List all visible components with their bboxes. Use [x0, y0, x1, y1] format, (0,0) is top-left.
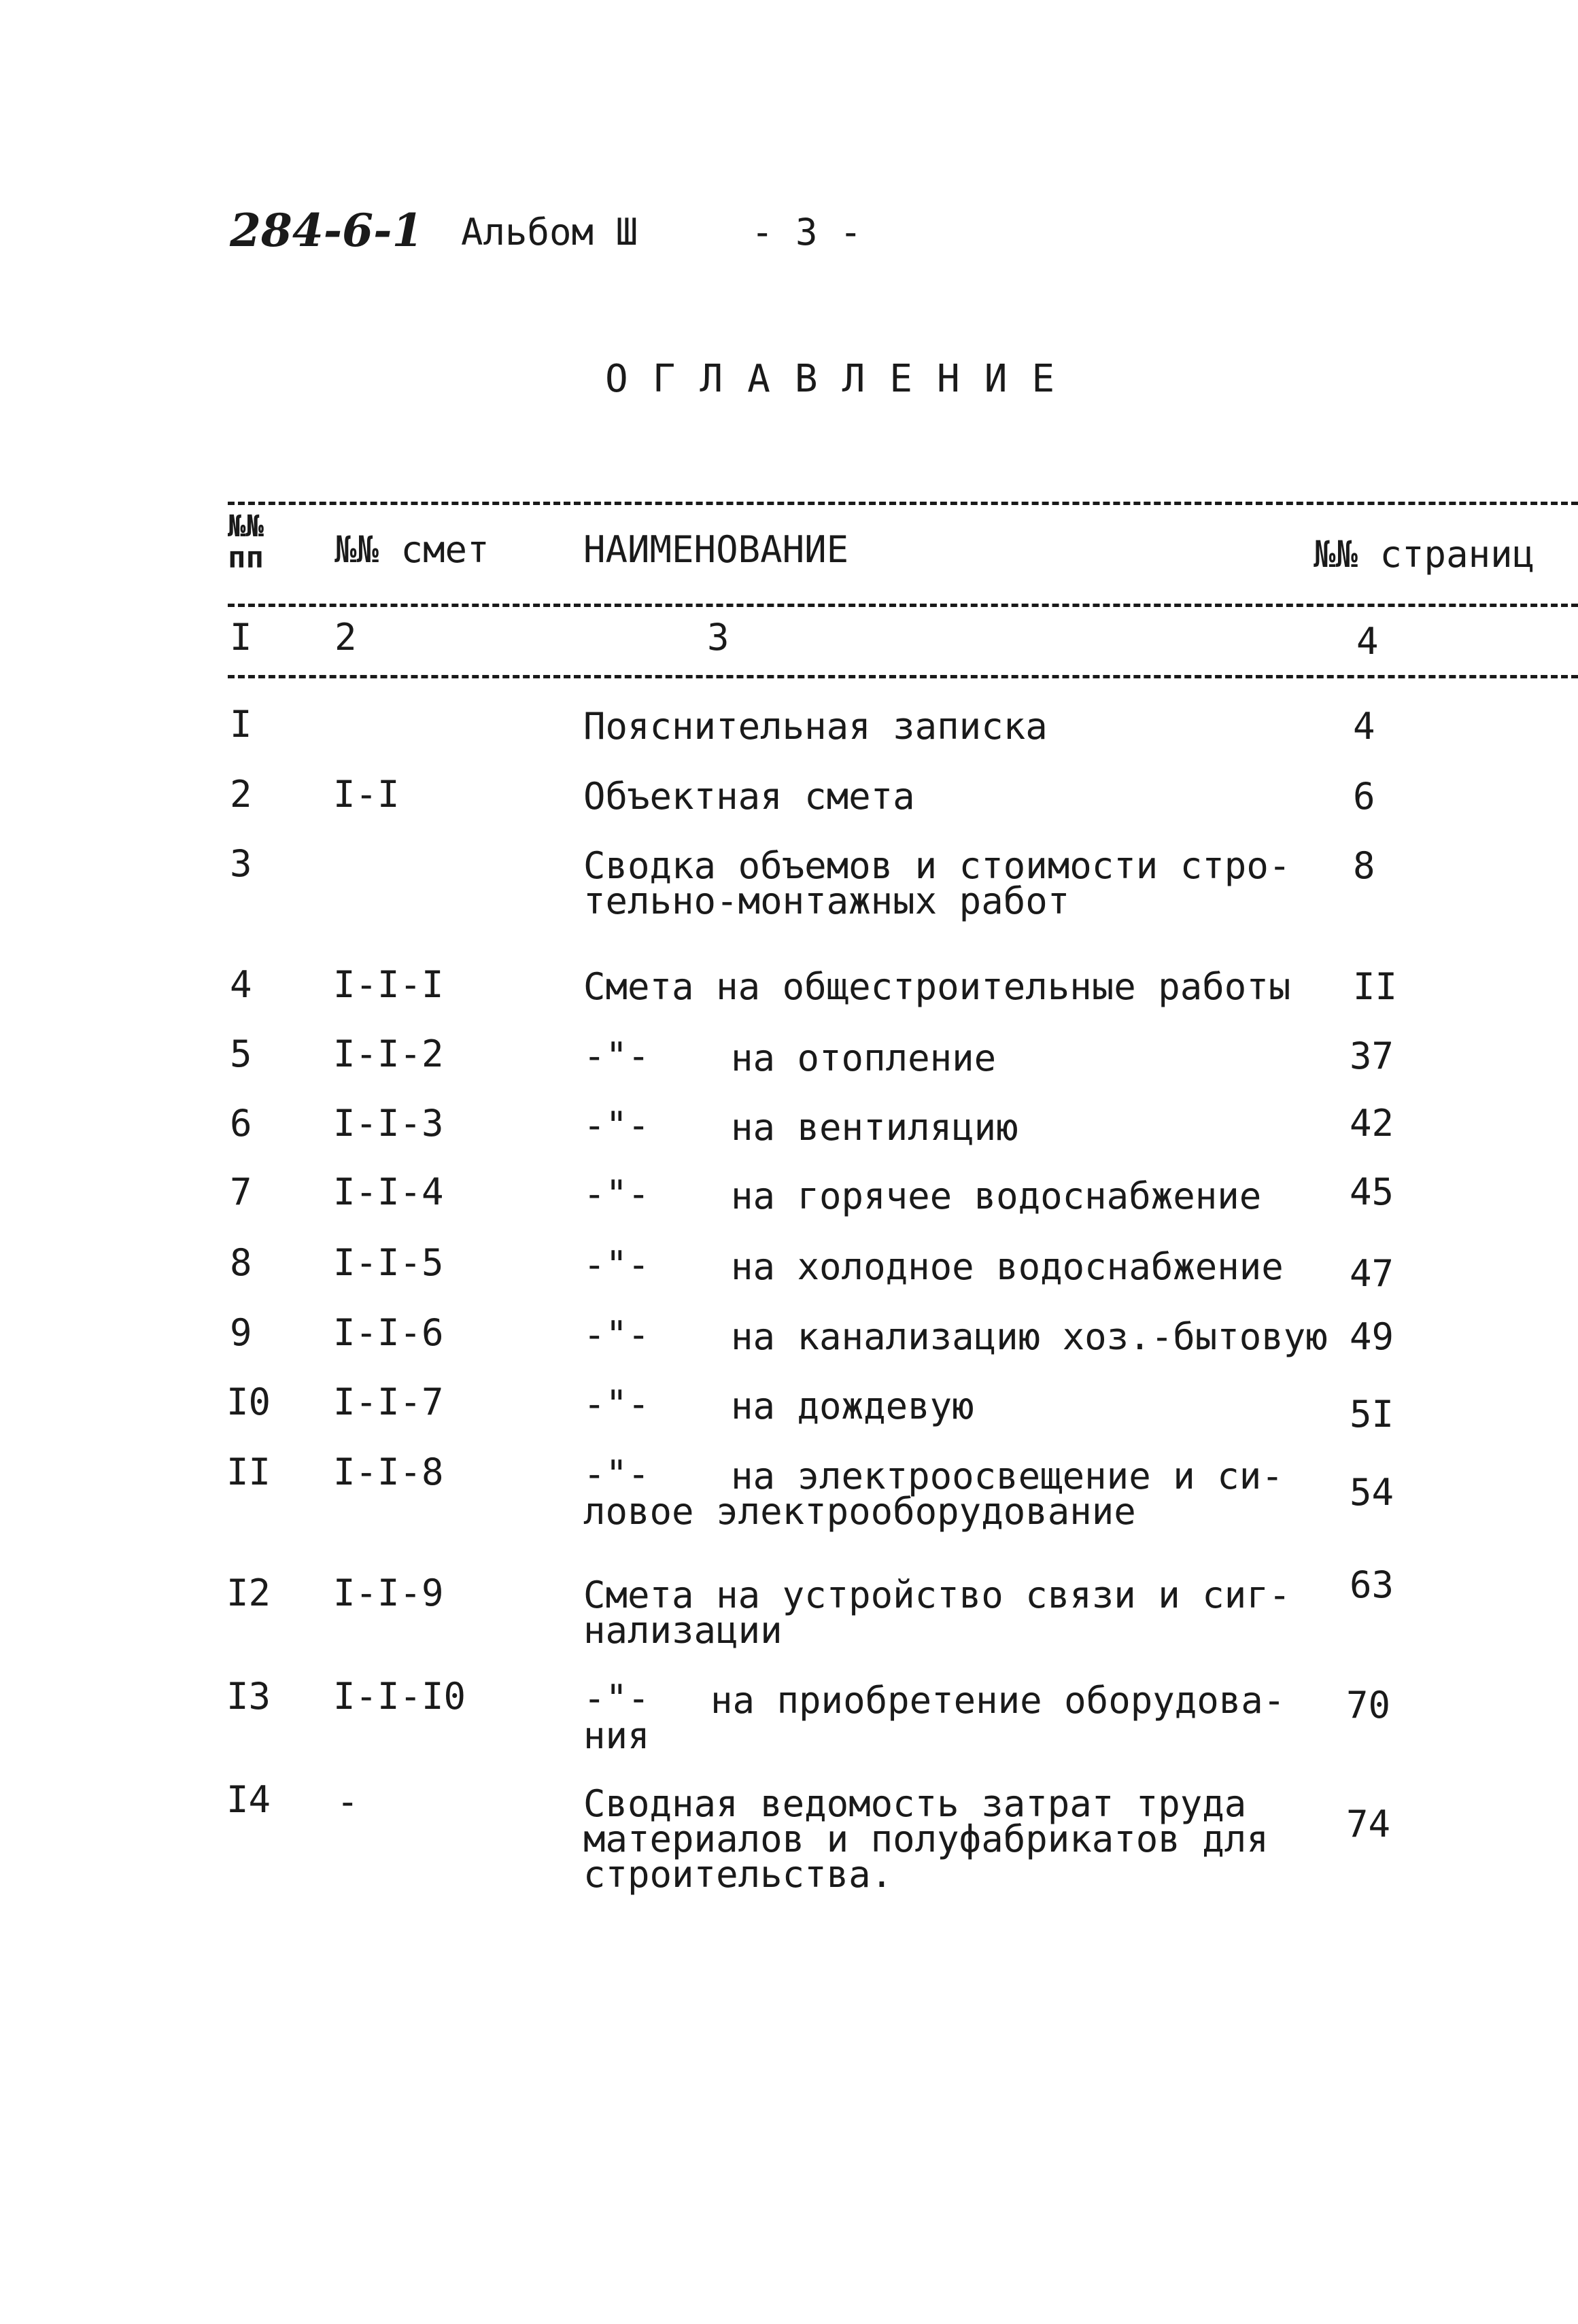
- row-3-name: Сводка объемов и стоимости стро- тельно-монтажных работ: [583, 844, 1291, 922]
- row-5-estimate: I-I-2: [333, 1033, 444, 1075]
- row-14-num: I4: [226, 1778, 271, 1821]
- row-9-ditto: -"-: [583, 1313, 650, 1356]
- row-13-estimate: I-I-I0: [333, 1675, 466, 1718]
- row-13-name: на приобретение оборудова-: [710, 1679, 1286, 1722]
- row-14-name: Сводная ведомость затрат труда материалов и полуфабрикатов для строительства.: [583, 1782, 1269, 1896]
- row-7-page: 45: [1350, 1170, 1394, 1213]
- row-3-num: 3: [230, 842, 252, 885]
- col-number-4: 4: [1356, 620, 1379, 663]
- row-11-page: 54: [1350, 1471, 1394, 1514]
- row-13-page: 70: [1346, 1684, 1391, 1727]
- row-14-page: 74: [1346, 1803, 1391, 1845]
- header-num-col: №№ пп: [228, 509, 264, 575]
- row-13-ditto: -"-: [583, 1677, 650, 1720]
- row-2-page: 6: [1353, 775, 1375, 818]
- row-9-num: 9: [230, 1311, 252, 1354]
- row-6-num: 6: [230, 1102, 252, 1145]
- row-10-estimate: I-I-7: [333, 1381, 444, 1423]
- row-9-name: на канализацию хоз.-бытовую: [731, 1315, 1328, 1358]
- row-8-estimate: I-I-5: [333, 1241, 444, 1284]
- row-4-estimate: I-I-I: [333, 963, 444, 1006]
- row-12-name: Смета на устройство связи и сиг- нализации: [583, 1574, 1291, 1652]
- row-12-num: I2: [226, 1572, 271, 1614]
- contents-title: ОГЛАВЛЕНИЕ: [605, 357, 1080, 401]
- row-5-ditto: -"-: [583, 1035, 650, 1077]
- row-8-ditto: -"-: [583, 1243, 650, 1286]
- row-5-name: на отопление: [731, 1037, 997, 1079]
- row-9-estimate: I-I-6: [333, 1311, 444, 1354]
- row-4-name: Смета на общестроительные работы: [583, 965, 1291, 1008]
- row-2-name: Объектная смета: [583, 775, 915, 818]
- row-7-ditto: -"-: [583, 1173, 650, 1215]
- col-number-2: 2: [335, 616, 357, 659]
- row-11-estimate: I-I-8: [333, 1451, 444, 1493]
- header-name-col: НАИМЕНОВАНИЕ: [583, 528, 849, 571]
- row-14-estimate: -: [337, 1780, 359, 1823]
- row-7-num: 7: [230, 1170, 252, 1213]
- row-4-page: II: [1353, 965, 1398, 1008]
- row-11-name: на электроосвещение и си-: [731, 1455, 1284, 1497]
- row-11-name-continued: ловое электрооборудование: [583, 1490, 1136, 1533]
- row-10-ditto: -"-: [583, 1383, 650, 1425]
- document-code: 284-6-1: [230, 204, 424, 257]
- row-2-num: 2: [230, 773, 252, 816]
- album-label: Альбом Ш: [461, 211, 638, 254]
- row-6-estimate: I-I-3: [333, 1102, 444, 1145]
- row-12-page: 63: [1350, 1563, 1394, 1606]
- page-number: - 3 -: [751, 211, 862, 254]
- row-3-page: 8: [1353, 844, 1375, 887]
- row-5-num: 5: [230, 1033, 252, 1075]
- header-estimate-col: №№ смет: [335, 528, 490, 571]
- row-10-num: I0: [226, 1381, 271, 1423]
- header-pages-col: №№ страниц: [1314, 533, 1535, 576]
- row-13-name-continued: ния: [583, 1714, 650, 1757]
- row-1-num: I: [230, 703, 252, 746]
- row-8-page: 47: [1350, 1252, 1394, 1295]
- row-8-name: на холодное водоснабжение: [731, 1245, 1284, 1288]
- row-7-estimate: I-I-4: [333, 1170, 444, 1213]
- row-1-name: Пояснительная записка: [583, 705, 1048, 748]
- row-6-ditto: -"-: [583, 1104, 650, 1147]
- row-6-page: 42: [1350, 1102, 1394, 1145]
- row-5-page: 37: [1350, 1035, 1394, 1077]
- header-bottom-rule: [228, 604, 1578, 607]
- row-4-num: 4: [230, 963, 252, 1006]
- row-9-page: 49: [1350, 1315, 1394, 1358]
- row-7-name: на горячее водоснабжение: [731, 1175, 1262, 1217]
- row-6-name: на вентиляцию: [731, 1106, 1018, 1149]
- column-numbers-rule: [228, 675, 1578, 678]
- row-11-num: II: [226, 1451, 271, 1493]
- col-number-3: 3: [707, 616, 730, 659]
- table-top-rule: [228, 502, 1578, 505]
- row-10-page: 5I: [1350, 1393, 1394, 1436]
- row-2-estimate: I-I: [333, 773, 400, 816]
- row-8-num: 8: [230, 1241, 252, 1284]
- row-1-page: 4: [1353, 705, 1375, 748]
- row-12-estimate: I-I-9: [333, 1572, 444, 1614]
- row-10-name: на дождевую: [731, 1385, 974, 1427]
- col-number-1: I: [230, 616, 252, 659]
- row-13-num: I3: [226, 1675, 271, 1718]
- row-11-ditto: -"-: [583, 1453, 650, 1495]
